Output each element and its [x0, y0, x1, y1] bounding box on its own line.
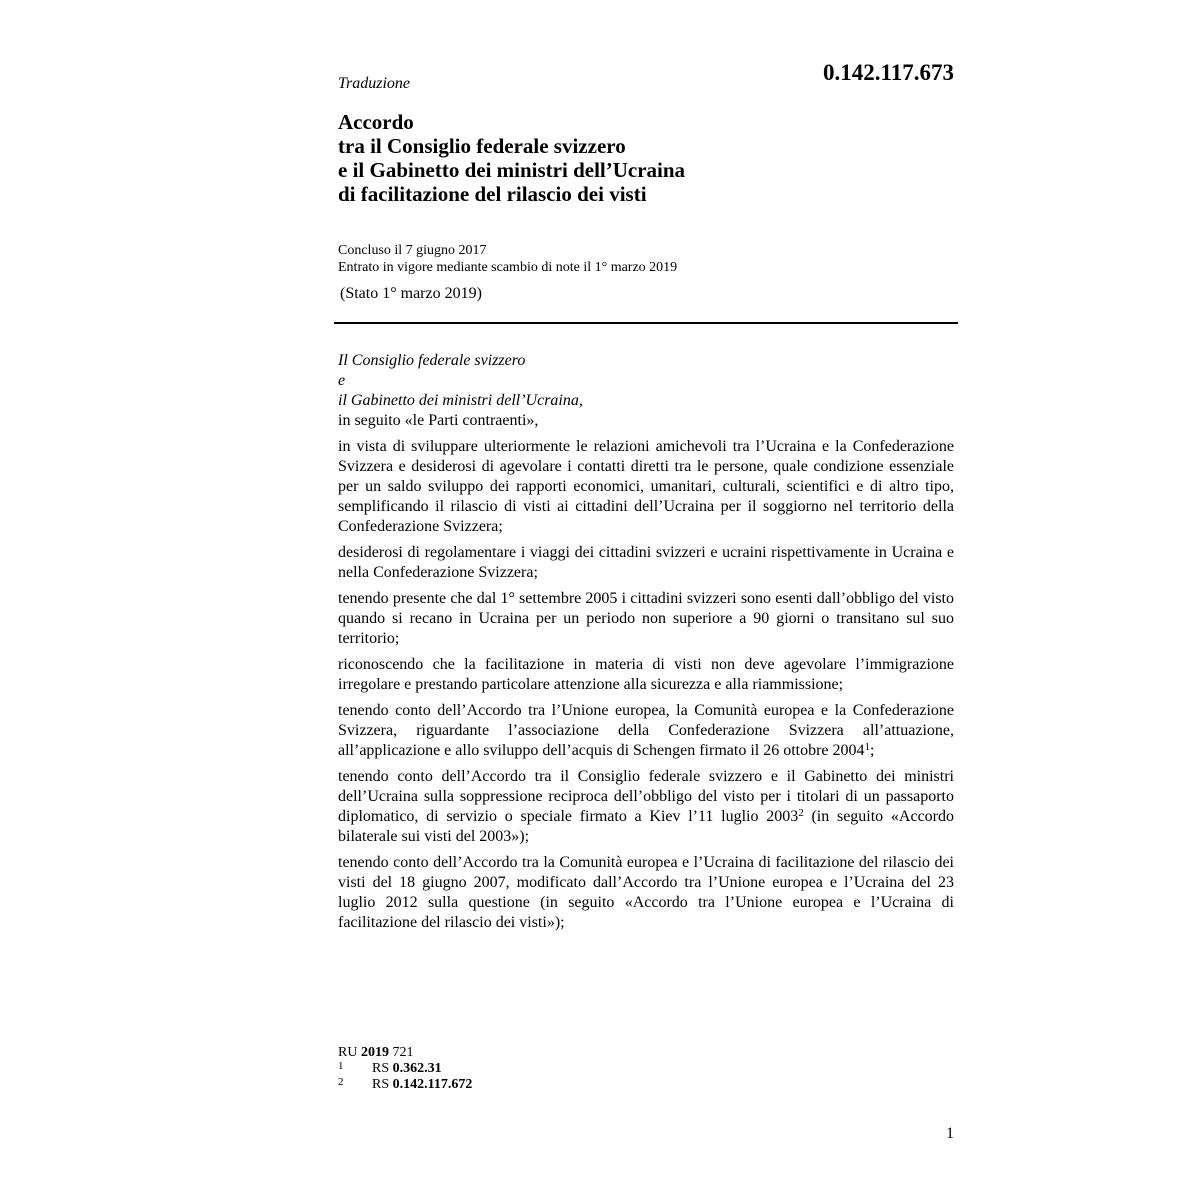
official-compilation-ref	[338, 1044, 413, 1061]
header-divider	[334, 322, 958, 324]
recital-paragraph: tenendo conto dell’Accordo tra la Comunità europea e l’Ucraina di facilitazione del rilascio dei visti del 18 giugno 2007, modificato dall’Accordo tra l’Unione europea e l’Ucraina del 23 luglio 2012 sulla questione (in seguito «Accordo tra l’Unione europea e l’Ucraina di facilitazione del rilascio dei visti»);	[338, 854, 954, 931]
party-ukraine: il Gabinetto dei ministri dell’Ucraina,	[338, 392, 583, 409]
footnote-ref[interactable]: 1	[864, 741, 871, 753]
title-line: e il Gabinetto dei ministri dell’Ucraina	[338, 158, 686, 182]
status-date: (Stato 1° marzo 2019)	[340, 285, 482, 302]
document-number: 0.142.117.673	[823, 60, 954, 85]
footnotes-block	[338, 1044, 473, 1093]
recital-text-end: ;	[870, 742, 875, 759]
recital-paragraph: riconoscendo che la facilitazione in materia di visti non deve agevolare l’immigrazione irregolare e prestando particolare attenzione alla sicurezza e alla riammissione;	[338, 656, 954, 693]
recital-paragraph	[338, 767, 954, 847]
party-swiss: Il Consiglio federale svizzero	[338, 352, 526, 369]
footnote-link[interactable]: 0.362.31	[392, 1061, 442, 1076]
title-line: di facilitazione del rilascio dei visti	[338, 182, 647, 206]
page-number: 1	[946, 1125, 954, 1142]
document-title	[338, 110, 958, 206]
recital-paragraph	[338, 701, 954, 761]
dates-block	[338, 242, 677, 276]
ru-prefix: RU	[338, 1045, 358, 1060]
footnote	[338, 1076, 473, 1093]
recital-text: tenendo conto dell’Accordo tra l’Unione europea, la Comunità europea e la Confederazione Svizzera, riguardante l’associazione della Confederazione Svizzera all’attuazione, all’applicazione e allo sviluppo dell’acquis di Schengen firmato il 26 ottobre 2004	[338, 702, 954, 759]
parties-definition: in seguito «le Parti contraenti»,	[338, 412, 539, 429]
concluded-date: Concluso il 7 giugno 2017	[338, 243, 487, 258]
footnote-prefix: RS	[372, 1061, 390, 1076]
recital-paragraph: in vista di sviluppare ulteriormente le relazioni amichevoli tra l’Ucraina e la Confederazione Svizzera e desiderosi di agevolare i contatti diretti tra le persone, quale condizione essenziale per un saldo sviluppo dei rapporti economici, umanitari, culturali, scientifici e di altro tipo, semplificando il rilascio di visti ai cittadini dell’Ucraina per il soggiorno nel territorio della Confederazione Svizzera;	[338, 438, 954, 535]
preamble	[338, 351, 954, 933]
recital-paragraph: desiderosi di regolamentare i viaggi dei cittadini svizzeri e ucraini rispettivamente in Ucraina e nella Confederazione Svizzera;	[338, 544, 954, 581]
footnote-prefix: RS	[372, 1077, 390, 1092]
ru-page: 721	[392, 1045, 414, 1060]
footnote	[338, 1060, 442, 1077]
footnote-ref[interactable]: 2	[798, 807, 804, 819]
recital-text: tenendo conto dell’Accordo tra il Consiglio federale svizzero e il Gabinetto dei ministri dell’Ucraina sulla soppressione reciproca dell’obbligo del visto per i titolari di un passaporto diplomatico, di servizio o speciale firmato a Kiev l’11 luglio 2003	[338, 768, 954, 825]
title-line: tra il Consiglio federale svizzero	[338, 134, 626, 158]
party-conjunction: e	[338, 372, 346, 389]
recital-text-end: (in seguito «Accordo bilaterale sui visti del 2003»);	[338, 808, 955, 845]
entry-into-force-date: Entrato in vigore mediante scambio di note il 1° marzo 2019	[338, 260, 678, 275]
recital-paragraph: tenendo presente che dal 1° settembre 2005 i cittadini svizzeri sono esenti dall’obbligo del visto quando si recano in Ucraina per un periodo non superiore a 90 giorni o transitano sul suo territorio;	[338, 590, 954, 647]
footnote-link[interactable]: 0.142.117.672	[392, 1077, 473, 1092]
title-line: Accordo	[338, 110, 414, 134]
translation-label: Traduzione	[338, 75, 411, 92]
footnote-number: 2	[338, 1076, 344, 1088]
ru-year: 2019	[360, 1045, 389, 1060]
footnote-number: 1	[338, 1060, 344, 1072]
